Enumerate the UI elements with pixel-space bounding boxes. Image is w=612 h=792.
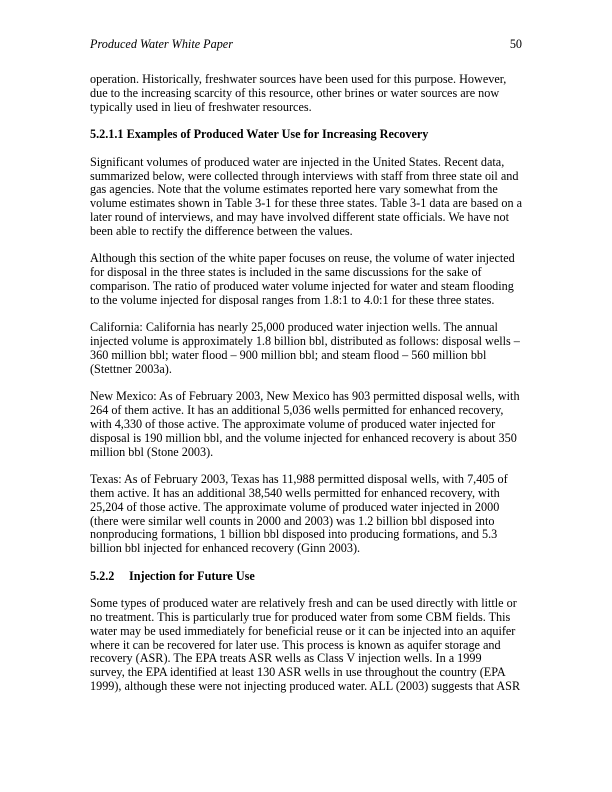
section-heading-5-2-1-1: 5.2.1.1 Examples of Produced Water Use for Increasing Recovery [90, 127, 429, 142]
text-line: Significant volumes of produced water are injected in the United States. Recent data, [90, 154, 505, 169]
paragraph [90, 156, 530, 239]
text-line: to the volume injected for disposal ranges from 1.8:1 to 4.0:1 for these three states. [90, 292, 495, 307]
text-line: typically used in lieu of freshwater resources. [90, 99, 312, 114]
text-line: no treatment. This is particularly true for produced water from some CBM fields. This [90, 610, 511, 625]
text-line: volume estimates shown in Table 3-1 for these three states. Table 3-1 data are based on a [90, 196, 523, 211]
text-line: nonproducing formations, 1 billion bbl disposed into producing formations, and 5.3 [90, 527, 498, 542]
text-line: due to the increasing scarcity of this resource, other brines or water sources are now [90, 85, 500, 100]
page-body [90, 73, 530, 708]
text-line: comparison. The ratio of produced water volume injected for water and steam flooding [90, 278, 514, 293]
text-line: injected volume is approximately 1.8 billion bbl, distributed as follows: disposal wells – [90, 334, 520, 349]
text-line: summarized below, were collected through interviews with staff from three state oil and [90, 168, 519, 183]
text-line: Some types of produced water are relatively fresh and can be used directly with little or [90, 596, 517, 611]
text-line: with 4,330 of those active. The approximate volume of produced water injected for [90, 416, 496, 431]
paragraph [90, 73, 530, 114]
text-line: 360 million bbl; water flood – 900 million bbl; and steam flood – 560 million bbl [90, 347, 487, 362]
text-line: disposal is 190 million bbl, and the volume injected for enhanced recovery is about 350 [90, 430, 517, 445]
page-number: 50 [509, 37, 522, 51]
paragraph [90, 597, 530, 694]
text-line: (Stettner 2003a). [90, 361, 172, 376]
text-line: 264 of them active. It has an additional 5,036 wells permitted for enhanced recovery, [90, 403, 504, 418]
text-line: (there were similar well counts in 2000 and 2003) was 1.2 billion bbl disposed into [90, 513, 495, 528]
text-line: later round of interviews, and may have involved different state officials. We have not [90, 209, 510, 224]
text-line: them active. It has an additional 38,540 wells permitted for enhanced recovery, with [90, 485, 500, 500]
text-line: California: California has nearly 25,000 produced water injection wells. The annual [90, 320, 498, 335]
text-line: water may be used immediately for beneficial reuse or it can be injected into an aquifer [90, 623, 516, 638]
text-line: Texas: As of February 2003, Texas has 11,988 permitted disposal wells, with 7,405 of [90, 472, 508, 487]
text-line: 1999), although these were not injecting produced water. ALL (2003) suggests that ASR [90, 679, 521, 694]
paragraph [90, 252, 530, 307]
text-line: million bbl (Stone 2003). [90, 444, 214, 459]
document-title: Produced Water White Paper [90, 37, 233, 51]
text-line: been able to rectify the difference between the values. [90, 223, 353, 238]
text-line: billion bbl injected for enhanced recovery (Ginn 2003). [90, 541, 361, 556]
running-header [90, 37, 522, 51]
text-line: recovery (ASR). The EPA treats ASR wells as Class V injection wells. In a 1999 [90, 651, 482, 666]
text-line: Although this section of the white paper focuses on reuse, the volume of water injected [90, 251, 515, 266]
text-line: operation. Historically, freshwater sources have been used for this purpose. However, [90, 72, 507, 86]
text-line: for disposal in the three states is included in the same discussions for the sake of [90, 265, 482, 280]
paragraph-california [90, 321, 530, 376]
text-line: where it can be recovered for later use. This process is known as aquifer storage and [90, 637, 501, 652]
section-number: 5.2.2 [90, 568, 115, 583]
section-title: Injection for Future Use [129, 568, 255, 583]
paragraph-texas [90, 473, 530, 556]
text-line: survey, the EPA identified at least 130 ASR wells in use throughout the country (EPA [90, 665, 506, 680]
text-line: New Mexico: As of February 2003, New Mexico has 903 permitted disposal wells, with [90, 389, 520, 404]
paragraph-new-mexico [90, 390, 530, 459]
text-line: 25,204 of those active. The approximate volume of produced water injected in 2000 [90, 499, 500, 514]
text-line: gas agencies. Note that the volume estimates reported here vary somewhat from the [90, 182, 498, 197]
section-heading-5-2-2 [90, 570, 530, 584]
